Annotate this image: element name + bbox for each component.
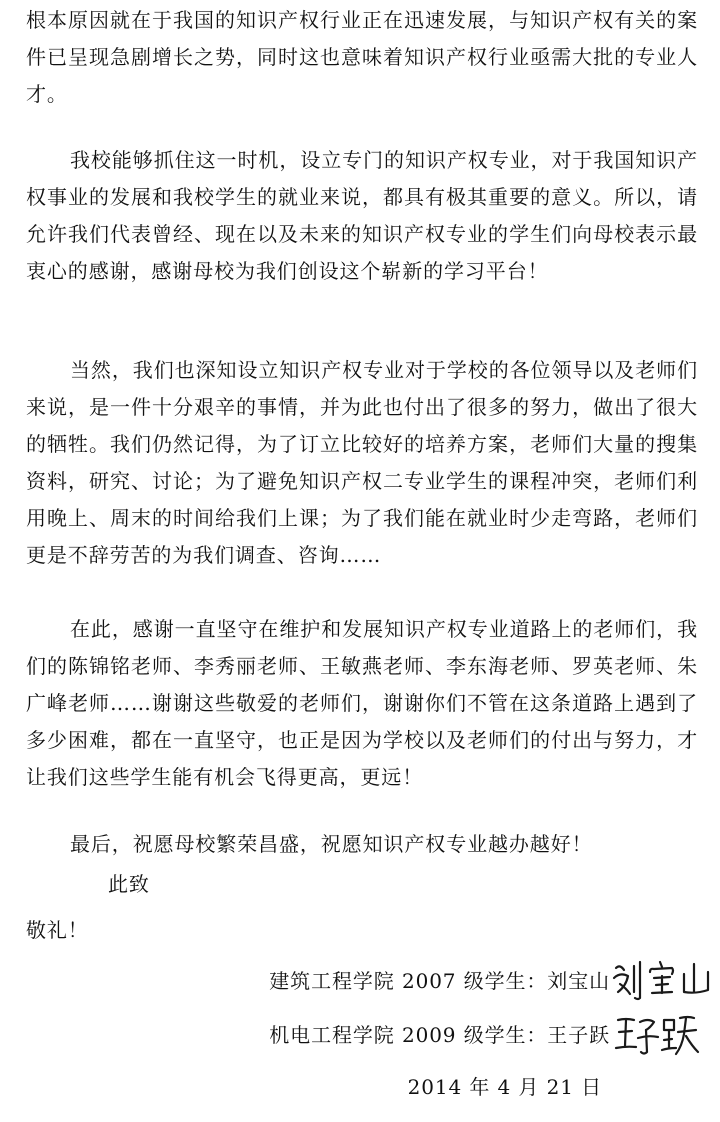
body-paragraph-1: 根本原因就在于我国的知识产权行业正在迅速发展，与知识产权有关的案件已呈现急剧增长之势，同时这也意味着知识产权行业亟需大批的专业人才。	[26, 8, 698, 106]
salutation: 敬礼！	[26, 918, 89, 942]
body-paragraph-3: 当然，我们也深知设立知识产权专业对于学校的各位领导以及老师们来说，是一件十分艰辛的事情，并为此也付出了很多的努力，做出了很大的牺牲。我们仍然记得，为了订立比较好的培养方案，老师们大量的搜集资料，研究、讨论；为了避免知识产权二专业学生的课程冲突，老师们利用晚上、周末的时间给我们上课；为了我们能在就业时少走弯路，老师们更是不辞劳苦的为我们调查、咨询……	[26, 358, 698, 567]
signature-line-1: 建筑工程学院 2007 级学生：刘宝山	[269, 969, 610, 993]
handwritten-signature-2	[614, 1010, 700, 1060]
handwritten-signature-1	[610, 958, 714, 1002]
signature-line-2: 机电工程学院 2009 级学生：王子跃	[269, 1023, 610, 1047]
closing-phrase: 此致	[108, 872, 150, 896]
letter-date: 2014 年 4 月 21 日	[407, 1075, 602, 1099]
body-paragraph-5: 最后，祝愿母校繁荣昌盛，祝愿知识产权专业越办越好！	[70, 832, 593, 856]
body-paragraph-4: 在此，感谢一直坚守在维护和发展知识产权专业道路上的老师们，我们的陈锦铭老师、李秀丽老师、王敏燕老师、李东海老师、罗英老师、朱广峰老师……谢谢这些敬爱的老师们，谢谢你们不管在这条道路上遇到了多少困难，都在一直坚守，也正是因为学校以及老师们的付出与努力，才让我们这些学生能有机会飞得更高，更远！	[26, 617, 698, 789]
body-paragraph-2: 我校能够抓住这一时机，设立专门的知识产权专业，对于我国知识产权事业的发展和我校学生的就业来说，都具有极其重要的意义。所以，请允许我们代表曾经、现在以及未来的知识产权专业的学生们向母校表示最衷心的感谢，感谢母校为我们创设这个崭新的学习平台！	[26, 148, 698, 283]
